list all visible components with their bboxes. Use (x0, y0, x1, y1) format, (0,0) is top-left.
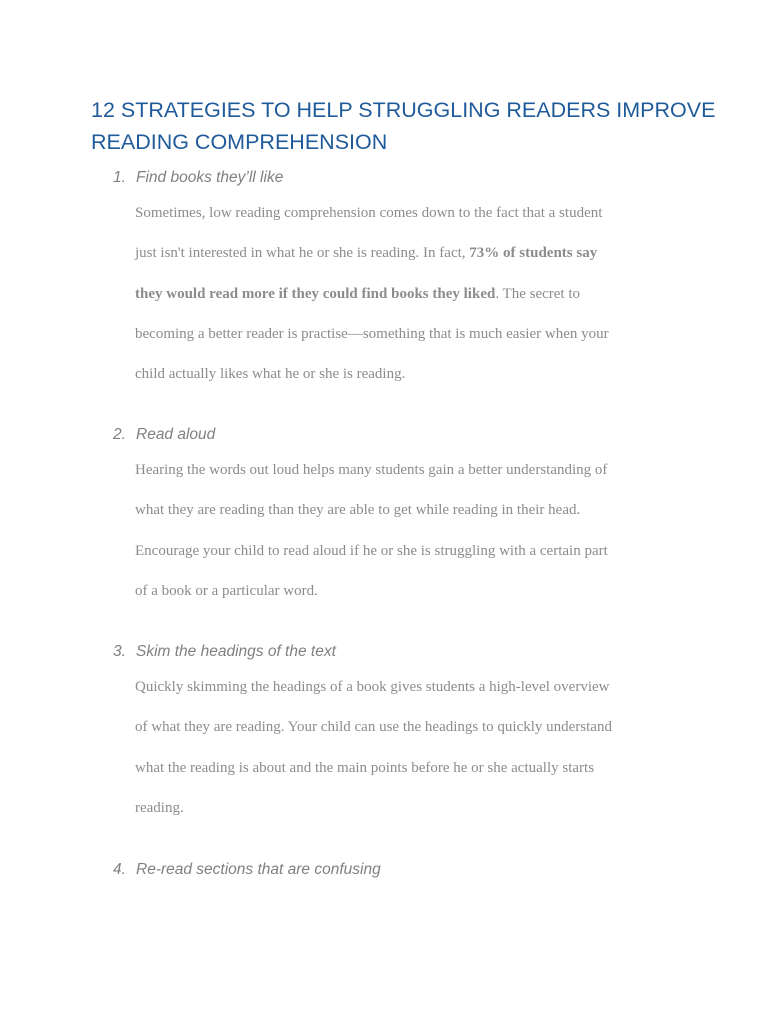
item-heading-text-4: Re-read sections that are confusing (136, 861, 381, 878)
body-line (135, 274, 683, 314)
body-text: just isn't interested in what he or she is reading. In fact, (135, 245, 470, 262)
item-number-2: 2. (113, 426, 126, 443)
statistic-highlight: they would read more if they could find books they liked (135, 285, 496, 302)
item-body-2 (135, 450, 683, 611)
body-line: Hearing the words out loud helps many students gain a better understanding of (135, 462, 608, 478)
body-line (135, 233, 683, 273)
item-heading-1 (113, 166, 283, 190)
body-line: of what they are reading. Your child can use the headings to quickly understand (135, 719, 612, 736)
page-title (91, 94, 731, 158)
title-line-1: 12 STRATEGIES TO HELP STRUGGLING READERS IMPROVE (91, 98, 716, 122)
item-number-3: 3. (113, 643, 126, 660)
body-line: becoming a better reader is practise—something that is much easier when your (135, 325, 609, 342)
item-heading-4 (113, 858, 381, 882)
body-line: Quickly skimming the headings of a book gives students a high-level overview (135, 679, 610, 695)
item-number-4: 4. (113, 861, 126, 878)
item-body-3 (135, 667, 683, 828)
item-heading-text-2: Read aloud (136, 426, 216, 443)
body-line: what the reading is about and the main points before he or she actually starts (135, 759, 595, 776)
item-heading-3 (113, 640, 336, 664)
body-line: Encourage your child to read aloud if he or she is struggling with a certain part (135, 542, 608, 559)
item-number-1: 1. (113, 169, 126, 186)
statistic-highlight: 73% of students say (469, 245, 598, 262)
body-line: what they are reading than they are able to get while reading in their head. (135, 502, 581, 519)
body-line: of a book or a particular word. (135, 582, 318, 599)
body-text: . The secret to (495, 285, 581, 302)
item-heading-2 (113, 423, 215, 447)
item-heading-text-3: Skim the headings of the text (136, 643, 336, 660)
body-line: reading. (135, 799, 184, 816)
body-line: Sometimes, low reading comprehension comes down to the fact that a student (135, 205, 603, 221)
title-line-2: READING COMPREHENSION (91, 130, 388, 154)
item-body-1 (135, 193, 683, 394)
item-heading-text-1: Find books they’ll like (136, 169, 284, 186)
body-line: child actually likes what he or she is reading. (135, 366, 406, 383)
